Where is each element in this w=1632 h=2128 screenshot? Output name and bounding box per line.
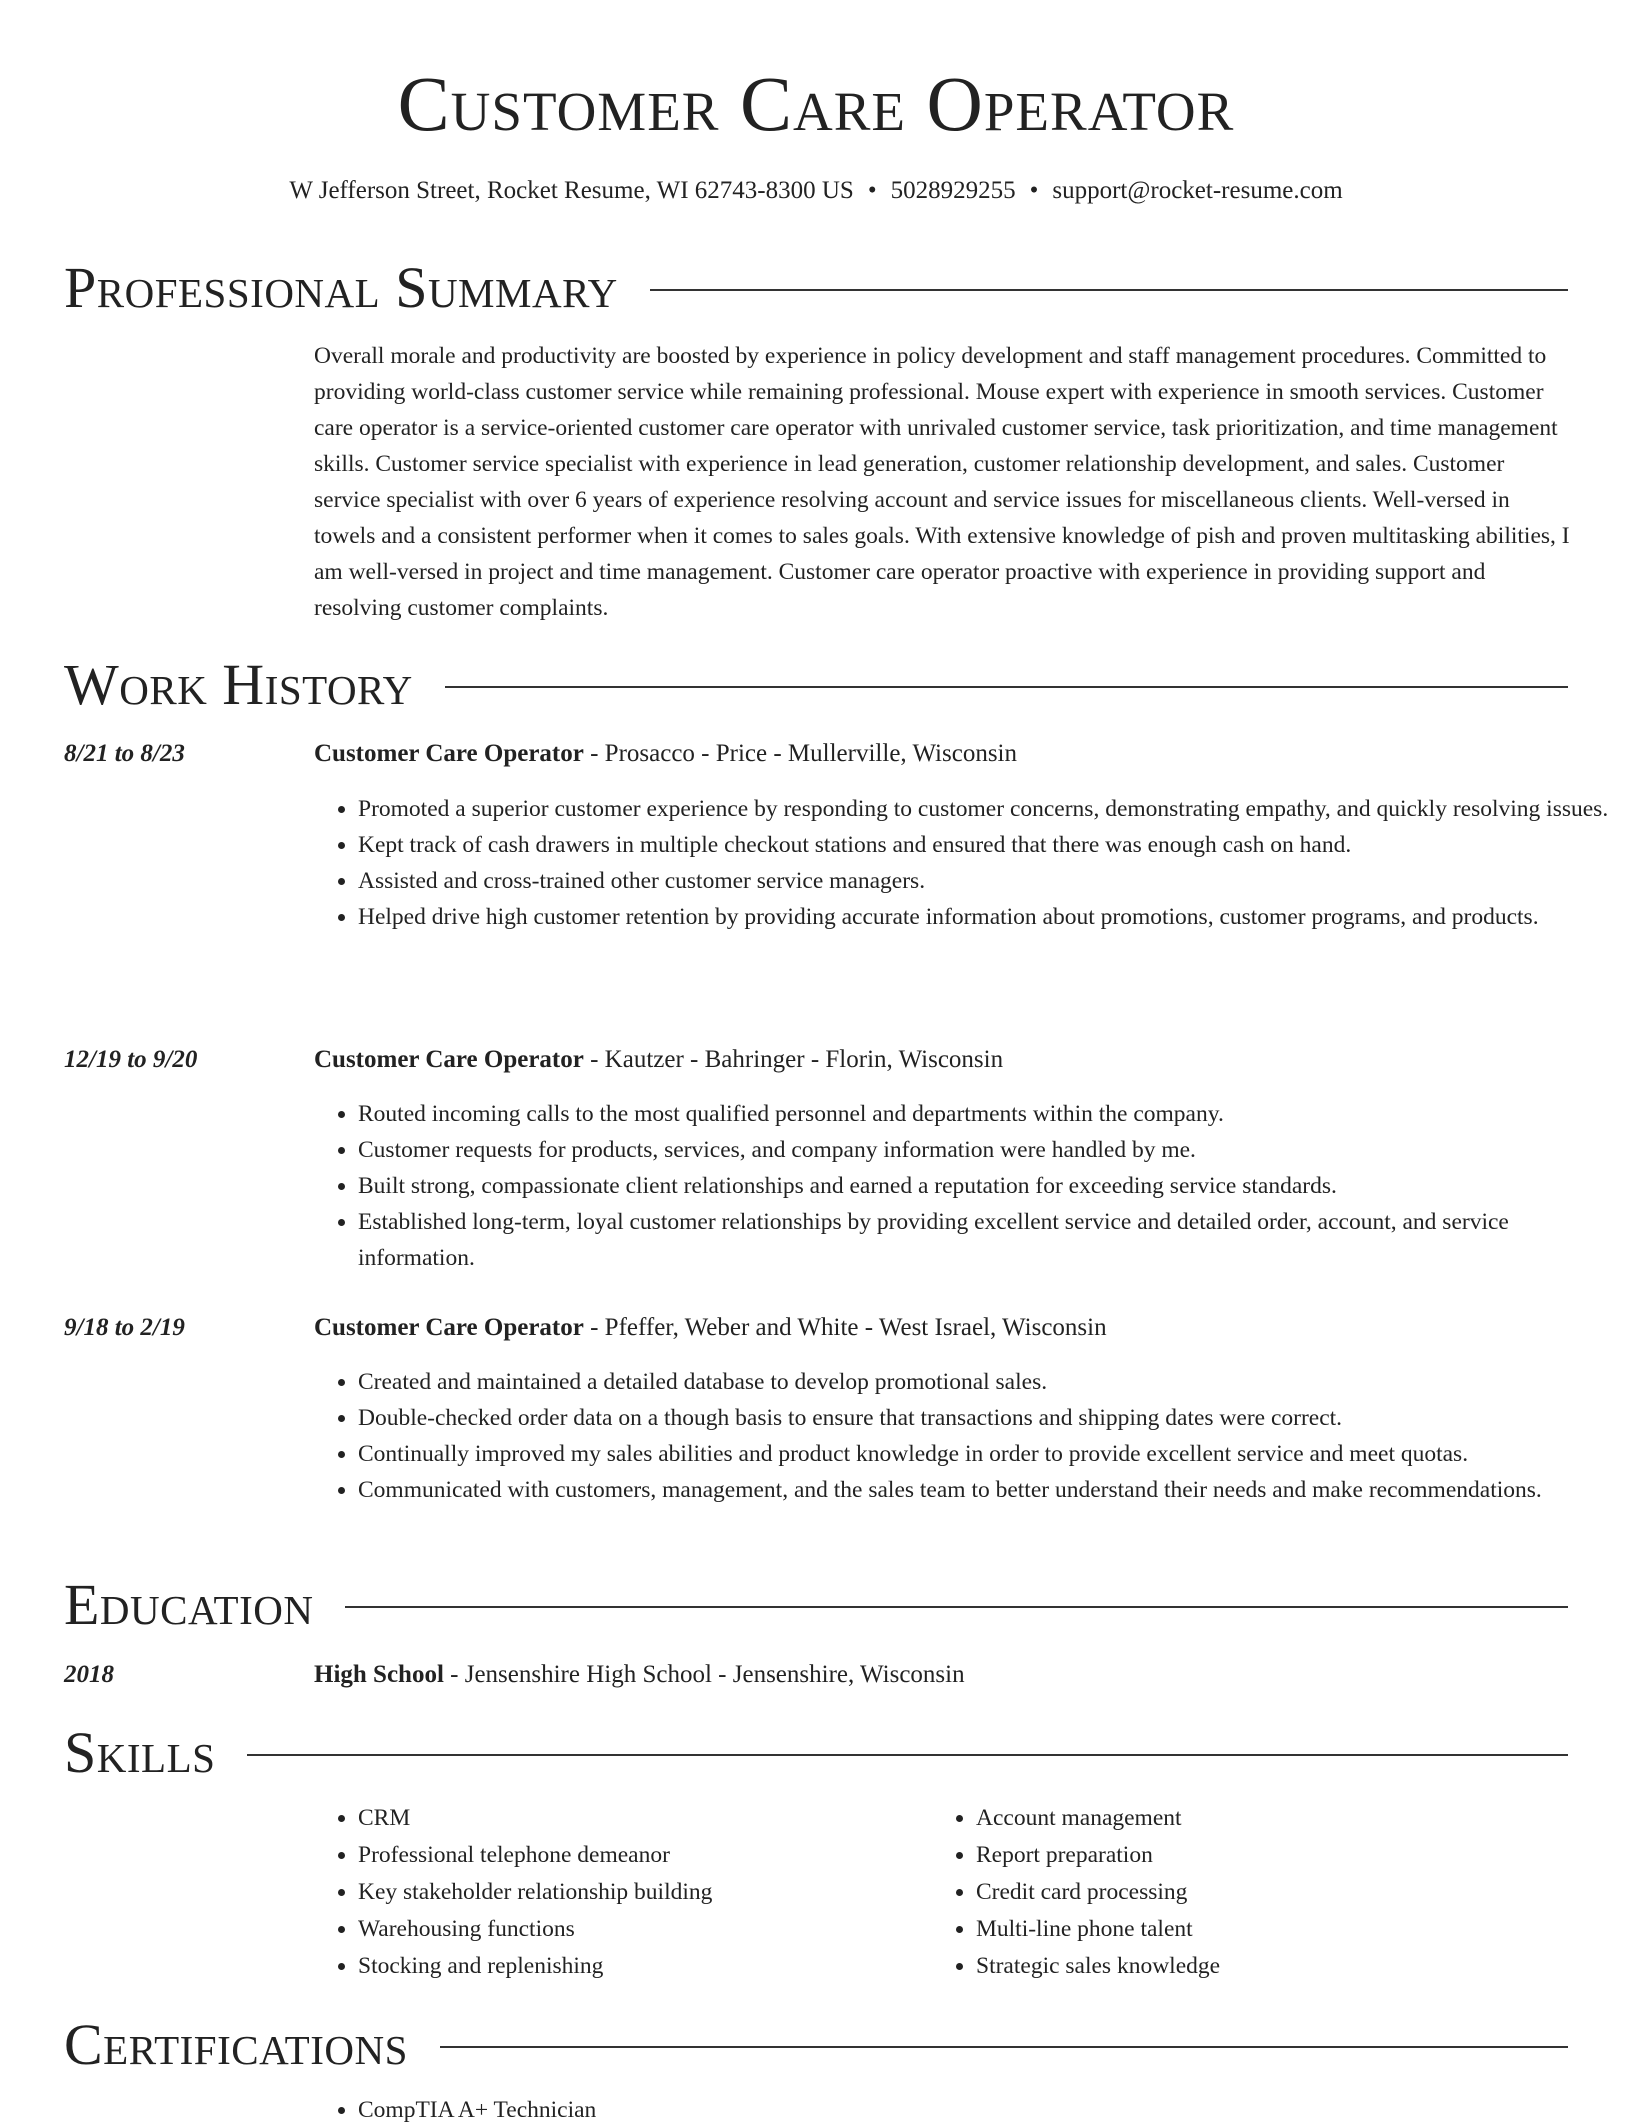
- contact-email[interactable]: support@rocket-resume.com: [1052, 177, 1343, 204]
- job-duty: • Kept track of cash drawers in multiple checkout stations and ensured that there was enough cash on hand.: [358, 827, 1616, 863]
- skill-item: • Professional telephone demeanor: [358, 1837, 932, 1874]
- job-duty: • Created and maintained a detailed database to develop promotional sales.: [358, 1364, 1616, 1400]
- section-header-summary: [64, 256, 1568, 320]
- section-title: Skills: [64, 1720, 216, 1785]
- skill-item: • Stocking and replenishing: [358, 1948, 932, 1985]
- job-duty: • Assisted and cross-trained other customer service managers.: [358, 863, 1616, 899]
- job-duty: • Continually improved my sales abilities and product knowledge in order to provide excellent service and meet quotas.: [358, 1436, 1616, 1472]
- skills-columns: [314, 1800, 1572, 1985]
- job-duty: • Routed incoming calls to the most qualified personnel and departments within the company.: [358, 1096, 1616, 1132]
- section-header-education: [64, 1573, 1568, 1637]
- education-heading: [314, 1658, 965, 1692]
- section-header-work-history: [64, 653, 1568, 717]
- contact-separator: •: [867, 177, 877, 204]
- contact-separator: •: [1029, 177, 1039, 204]
- job-duties-list: [314, 791, 1616, 935]
- summary-text: Overall morale and productivity are boosted by experience in policy development and staff management procedures. Committed to providing world-class customer service while remaining professional. Mouse expert with experience in smooth services. Customer care operator is a service-oriented customer care operator with unrivaled customer service, task prioritization, and time management skills. Customer service specialist with experience in lead generation, customer relationship development, and sales. Customer service specialist with over 6 years of experience resolving account and service issues for miscellaneous clients. Well-versed in towels and a consistent performer when it comes to sales goals. With extensive knowledge of pish and proven multitasking abilities, I am well-versed in project and time management. Customer care operator proactive with experience in providing support and resolving customer complaints.: [314, 343, 1570, 621]
- job-title: Customer Care Operator: [314, 740, 584, 767]
- contact-address: W Jefferson Street, Rocket Resume, WI 62743-8300 US: [289, 177, 854, 204]
- education-degree: High School: [314, 1661, 444, 1688]
- job-dates: 9/18 to 2/19: [64, 1314, 185, 1341]
- skill-item: • Account management: [976, 1800, 1550, 1837]
- job-duty: • Built strong, compassionate client relationships and earned a reputation for exceeding service standards.: [358, 1168, 1616, 1204]
- certifications-block: [314, 2092, 1572, 2128]
- job-title: Customer Care Operator: [314, 1314, 584, 1341]
- job-heading: [314, 1311, 1107, 1345]
- section-title: Education: [64, 1572, 314, 1637]
- skills-list-left: [314, 1800, 932, 1985]
- section-title: Professional Summary: [64, 255, 618, 320]
- job-duties-list: [314, 1096, 1616, 1276]
- certification-item: • CompTIA A+ Technician: [358, 2092, 1572, 2128]
- section-divider: [345, 1606, 1568, 1608]
- section-divider: [650, 289, 1568, 291]
- section-divider: [440, 2046, 1568, 2048]
- job-dates: 8/21 to 8/23: [64, 740, 185, 767]
- job-duty: • Communicated with customers, management, and the sales team to better understand their needs and make recommendations.: [358, 1472, 1616, 1508]
- skill-item: • Credit card processing: [976, 1874, 1550, 1911]
- contact-phone: 5028929255: [890, 177, 1016, 204]
- skill-item: • Warehousing functions: [358, 1911, 932, 1948]
- education-year: 2018: [64, 1661, 114, 1688]
- section-divider: [445, 686, 1568, 688]
- job-title: Customer Care Operator: [314, 1046, 584, 1073]
- job-duty: • Helped drive high customer retention by providing accurate information about promotions, customer programs, and products.: [358, 899, 1616, 935]
- section-title: Work History: [64, 652, 413, 717]
- job-duty: • Customer requests for products, services, and company information were handled by me.: [358, 1132, 1616, 1168]
- skills-list-right: [932, 1800, 1550, 1985]
- skill-item: • Strategic sales knowledge: [976, 1948, 1550, 1985]
- job-duty: • Established long-term, loyal customer relationships by providing excellent service and detailed order, account, and service information.: [358, 1204, 1616, 1276]
- candidate-name: Customer Care Operator: [397, 60, 1235, 147]
- job-dates: 12/19 to 9/20: [64, 1046, 198, 1073]
- skill-item: • Multi-line phone talent: [976, 1911, 1550, 1948]
- job-duty: • Promoted a superior customer experience by responding to customer concerns, demonstrating empathy, and quickly resolving issues.: [358, 791, 1616, 827]
- section-title: Certifications: [64, 2012, 408, 2077]
- section-header-skills: [64, 1721, 1568, 1785]
- section-header-certifications: [64, 2013, 1568, 2077]
- education-school: - Jensenshire High School - Jensenshire, Wisconsin: [443, 1661, 965, 1688]
- job-employer: - Kautzer - Bahringer - Florin, Wisconsin: [583, 1046, 1004, 1073]
- job-duties-list: [314, 1364, 1616, 1508]
- skill-item: • CRM: [358, 1800, 932, 1837]
- job-heading: [314, 1043, 1003, 1077]
- job-employer: - Pfeffer, Weber and White - West Israel, Wisconsin: [583, 1314, 1107, 1341]
- job-duty: • Double-checked order data on a though basis to ensure that transactions and shipping dates were correct.: [358, 1400, 1616, 1436]
- contact-line: [0, 174, 1632, 208]
- skill-item: • Key stakeholder relationship building: [358, 1874, 932, 1911]
- section-divider: [247, 1754, 1568, 1756]
- skill-item: • Report preparation: [976, 1837, 1550, 1874]
- job-heading: [314, 737, 1017, 771]
- certifications-list: [314, 2092, 1572, 2128]
- job-employer: - Prosacco - Price - Mullerville, Wisconsin: [583, 740, 1017, 767]
